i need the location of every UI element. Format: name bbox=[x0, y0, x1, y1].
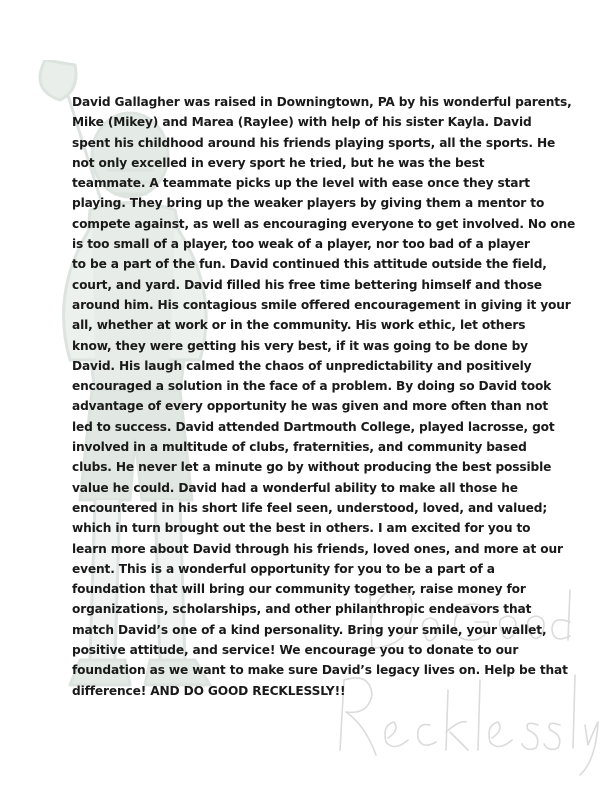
body-line: positive attitude, and service! We encourage you to donate to our bbox=[72, 643, 519, 658]
body-line: spent his childhood around his friends playing sports, all the sports. He bbox=[72, 135, 556, 150]
body-line: encouraged a solution in the face of a problem. By doing so David took bbox=[72, 379, 552, 394]
body-line: difference! AND DO GOOD RECKLESSLY!! bbox=[72, 683, 346, 698]
body-line: foundation that will bring our community together, raise money for bbox=[72, 582, 526, 597]
body-line: court, and yard. David filled his free time bettering himself and those bbox=[72, 277, 542, 292]
body-line: which in turn brought out the best in others. I am excited for you to bbox=[72, 521, 531, 536]
body-line: David. His laugh calmed the chaos of unpredictability and positively bbox=[72, 358, 532, 373]
body-line: led to success. David attended Dartmouth College, played lacrosse, got bbox=[72, 419, 555, 434]
body-line: value he could. David had a wonderful ability to make all those he bbox=[72, 480, 518, 495]
body-line: learn more about David through his friends, loved ones, and more at our bbox=[72, 541, 563, 556]
body-line: David Gallagher was raised in Downingtown, PA by his wonderful parents, bbox=[72, 95, 572, 109]
body-line: around him. His contagious smile offered encouragement in giving it your bbox=[72, 297, 571, 312]
body-line: advantage of every opportunity he was given and more often than not bbox=[72, 399, 549, 414]
body-line: event. This is a wonderful opportunity for you to be a part of a bbox=[72, 561, 495, 576]
body-line: know, they were getting his very best, if it was going to be done by bbox=[72, 338, 528, 353]
letter-body bbox=[72, 92, 576, 701]
body-line: not only excelled in every sport he tried, but he was the best bbox=[72, 155, 485, 170]
body-line: all, whether at work or in the community. His work ethic, let others bbox=[72, 318, 526, 333]
body-line: clubs. He never let a minute go by without producing the best possible bbox=[72, 460, 552, 475]
body-line: involved in a multitude of clubs, fraternities, and community based bbox=[72, 440, 527, 455]
body-line: Mike (Mikey) and Marea (Raylee) with help of his sister Kayla. David bbox=[72, 115, 532, 130]
body-line: to be a part of the fun. David continued this attitude outside the field, bbox=[72, 257, 547, 272]
body-line: encountered in his short life feel seen, understood, loved, and valued; bbox=[72, 500, 548, 515]
body-line: compete against, as well as encouraging everyone to get involved. No one bbox=[72, 216, 576, 231]
body-line: teammate. A teammate picks up the level with ease once they start bbox=[72, 176, 530, 191]
body-line: match David’s one of a kind personality. Bring your smile, your wallet, bbox=[72, 622, 547, 637]
body-line: is too small of a player, too weak of a player, nor too bad of a player bbox=[72, 237, 530, 252]
body-line: organizations, scholarships, and other philanthropic endeavors that bbox=[72, 602, 532, 617]
body-line: foundation as we want to make sure David’s legacy lives on. Help be that bbox=[72, 663, 568, 678]
body-line: playing. They bring up the weaker players by giving them a mentor to bbox=[72, 196, 545, 211]
